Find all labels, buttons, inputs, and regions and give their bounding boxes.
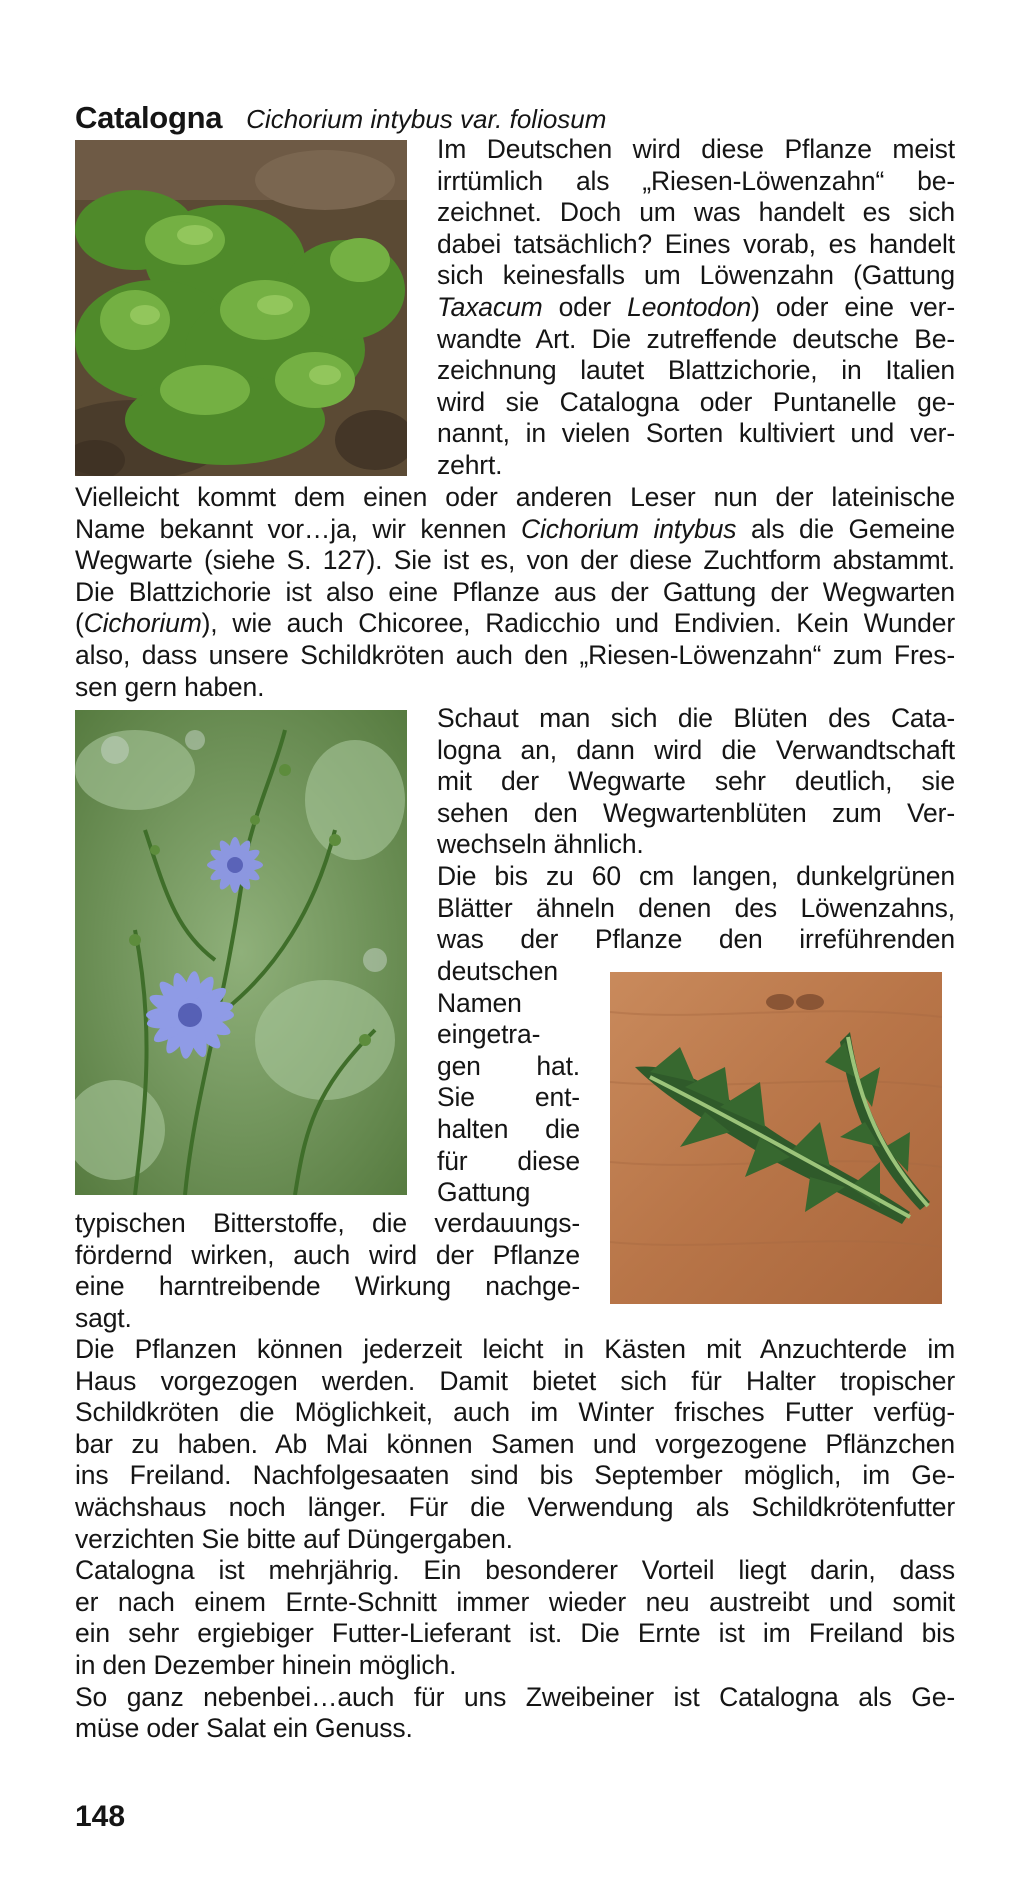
text-line: halten die bbox=[437, 1113, 580, 1144]
text-line: Namen bbox=[437, 987, 522, 1018]
text-line: Im Deutschen wird diese Pflanze meist bbox=[437, 134, 955, 164]
text-line: zeichnet. Doch um was handelt es sich bbox=[437, 197, 955, 228]
text-line: typischen Bitterstoffe, die verdauungs- bbox=[75, 1208, 580, 1238]
text-line: Name bekannt vor…ja, wir kennen Cichorium intybus als die Gemeine bbox=[75, 513, 955, 544]
text-line: Sie ent- bbox=[437, 1082, 580, 1113]
text-line: sich keinesfalls um Löwenzahn (Gattung bbox=[437, 260, 955, 291]
text-line: eingetra- bbox=[437, 1019, 541, 1050]
text-line: Blätter ähneln denen des Löwenzahns, bbox=[437, 892, 955, 923]
text-line: also, dass unsere Schildkröten auch den „Riesen-Löwenzahn“ zum Fres- bbox=[75, 639, 955, 670]
heading-latin-name: Cichorium intybus var. foliosum bbox=[246, 104, 607, 134]
paragraph-intro bbox=[437, 134, 955, 482]
text-line: verzichten Sie bitte auf Düngergaben. bbox=[75, 1523, 513, 1554]
text-line: eine harntreibende Wirkung nachge- bbox=[75, 1271, 580, 1302]
text-line: bar zu haben. Ab Mai können Samen und vorgezogene Pflänzchen bbox=[75, 1428, 955, 1459]
text-line: Die Pflanzen können jederzeit leicht in Kästen mit Anzuchterde im bbox=[75, 1334, 955, 1364]
text-line: Taxacum oder Leontodon) oder eine ver- bbox=[437, 291, 955, 322]
text-line: Schildkröten die Möglichkeit, auch im Winter frisches Futter verfüg- bbox=[75, 1397, 955, 1428]
text-line: dabei tatsächlich? Eines vorab, es handelt bbox=[437, 228, 955, 259]
text-line: gen hat. bbox=[437, 1050, 580, 1081]
text-line: sen gern haben. bbox=[75, 671, 265, 702]
photo-leaf-on-wood bbox=[610, 972, 942, 1304]
paragraph-bitter bbox=[75, 1208, 580, 1334]
text-line: wächshaus noch länger. Für die Verwendung als Schildkrötenfutter bbox=[75, 1491, 955, 1522]
paragraph-narrow-column bbox=[437, 956, 580, 1209]
paragraph-latin-name bbox=[75, 482, 955, 703]
text-line: ein sehr ergiebiger Futter-Lieferant ist. Die Ernte ist im Freiland bis bbox=[75, 1618, 955, 1649]
paragraph-cultivation bbox=[75, 1334, 955, 1745]
text-line: irrtümlich als „Riesen-Löwenzahn“ be- bbox=[437, 165, 955, 196]
text-line: wechseln ähnlich. bbox=[437, 829, 644, 860]
text-line: logna an, dann wird die Verwandtschaft bbox=[437, 734, 955, 765]
text-line: So ganz nebenbei…auch für uns Zweibeiner ist Catalogna als Ge- bbox=[75, 1681, 955, 1712]
text-line: nannt, in vielen Sorten kultiviert und ver- bbox=[437, 418, 955, 449]
text-line: wird sie Catalogna oder Puntanelle ge- bbox=[437, 386, 955, 417]
text-line: müse oder Salat ein Genuss. bbox=[75, 1713, 413, 1744]
photo-blue-flowers bbox=[75, 710, 407, 1195]
text-line: Catalogna ist mehrjährig. Ein besonderer Vorteil liegt darin, dass bbox=[75, 1555, 955, 1586]
paragraph-flowers bbox=[437, 703, 955, 956]
text-line: für diese bbox=[437, 1145, 580, 1176]
section-heading bbox=[75, 100, 606, 136]
text-line: Haus vorgezogen werden. Damit bietet sich für Halter tropischer bbox=[75, 1365, 955, 1396]
text-line: zehrt. bbox=[437, 449, 503, 480]
text-line: Gattung bbox=[437, 1177, 531, 1208]
text-line: er nach einem Ernte-Schnitt immer wieder neu austreibt und somit bbox=[75, 1586, 955, 1617]
text-line: sagt. bbox=[75, 1302, 132, 1333]
text-line: (Cichorium), wie auch Chicoree, Radicchio und Endivien. Kein Wunder bbox=[75, 608, 955, 639]
text-line: Die bis zu 60 cm langen, dunkelgrünen bbox=[437, 860, 955, 891]
page-number: 148 bbox=[75, 1800, 126, 1833]
text-line: Schaut man sich die Blüten des Cata- bbox=[437, 703, 955, 733]
text-line: Wegwarte (siehe S. 127). Sie ist es, von der diese Zuchtform abstammt. bbox=[75, 545, 955, 576]
text-line: deutschen bbox=[437, 956, 558, 986]
text-line: ins Freiland. Nachfolgesaaten sind bis September möglich, im Ge- bbox=[75, 1460, 955, 1491]
photo-catalogna-plant bbox=[75, 140, 407, 476]
text-line: was der Pflanze den irreführenden bbox=[437, 924, 955, 955]
text-line: in den Dezember hinein möglich. bbox=[75, 1649, 457, 1680]
text-line: Vielleicht kommt dem einen oder anderen Leser nun der lateinische bbox=[75, 482, 955, 512]
text-line: fördernd wirken, auch wird der Pflanze bbox=[75, 1239, 580, 1270]
text-line: Die Blattzichorie ist also eine Pflanze aus der Gattung der Wegwarten bbox=[75, 576, 955, 607]
text-line: sehen den Wegwartenblüten zum Ver- bbox=[437, 797, 955, 828]
heading-title: Catalogna bbox=[75, 100, 223, 135]
text-line: mit der Wegwarte sehr deutlich, sie bbox=[437, 766, 955, 797]
text-line: wandte Art. Die zutreffende deutsche Be- bbox=[437, 323, 955, 354]
text-line: zeichnung lautet Blattzichorie, in Italien bbox=[437, 355, 955, 386]
